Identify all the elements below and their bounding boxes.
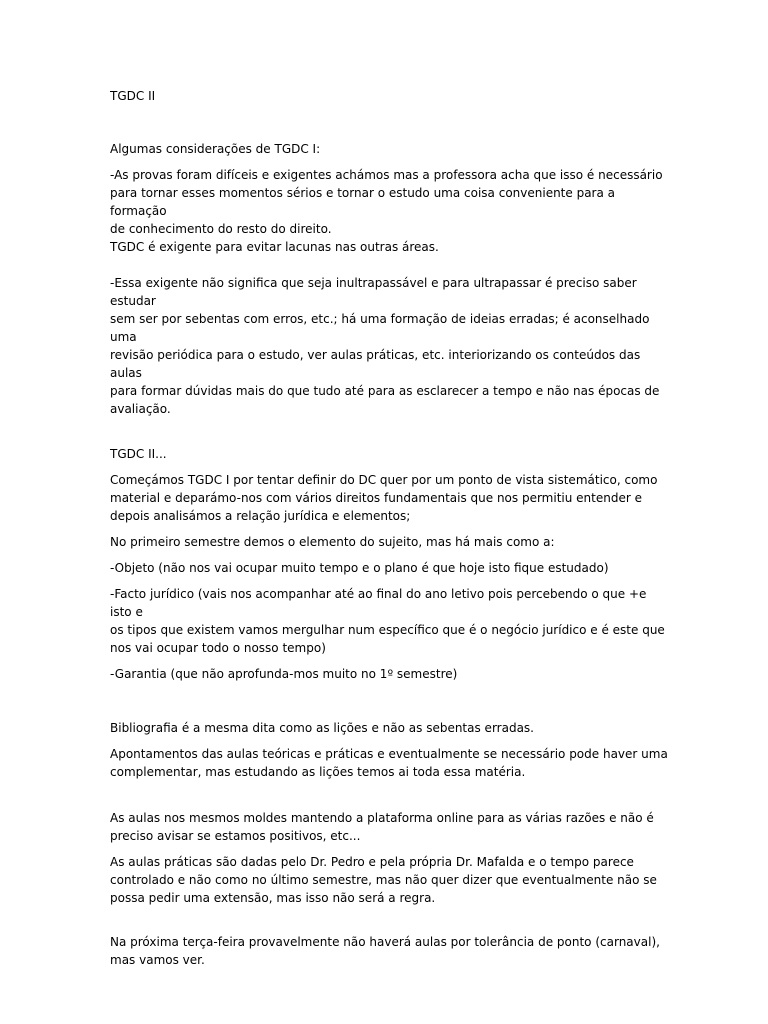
text-line: para formar dúvidas mais do que tudo até para as esclarecer a tempo e não nas épocas de (110, 384, 660, 398)
document-body (110, 87, 670, 969)
text-line: -As provas foram difíceis e exigentes achámos mas a professora acha que isso é necessário (110, 168, 663, 182)
text-line: preciso avisar se estamos positivos, etc... (110, 829, 361, 843)
paragraph-bibliography: Bibliografia é a mesma dita como as lições e não as sebentas erradas. (110, 721, 534, 735)
text-line: Apontamentos das aulas teóricas e práticas e eventualmente se necessário pode haver uma (110, 747, 668, 761)
text-line: de conhecimento do resto do direito. (110, 222, 332, 236)
list-item-facto-juridico (110, 585, 670, 657)
text-line: os tipos que existem vamos mergulhar num específico que é o negócio jurídico e é este que (110, 623, 665, 637)
text-line: nos vai ocupar todo o nosso tempo) (110, 641, 326, 655)
text-line: Na próxima terça-feira provavelmente não haverá aulas por tolerância de ponto (carnaval), (110, 935, 660, 949)
text-line: depois analisámos a relação jurídica e elementos; (110, 509, 411, 523)
paragraph-study-advice (110, 274, 670, 418)
text-line: As aulas práticas são dadas pelo Dr. Pedro e pela própria Dr. Mafalda e o tempo parece (110, 855, 634, 869)
text-line: possa pedir uma extensão, mas isso não será a regra. (110, 891, 436, 905)
paragraph-exams (110, 166, 670, 256)
list-item-objeto: -Objeto (não nos vai ocupar muito tempo e o plano é que hoje isto fique estudado) (110, 561, 609, 575)
text-line: As aulas nos mesmos moldes mantendo a plataforma online para as várias razões e não é (110, 811, 654, 825)
paragraph-tgdc-i-summary (110, 471, 670, 525)
paragraph-next-tuesday (110, 933, 670, 969)
text-line: -Facto jurídico (vais nos acompanhar até ao final do ano letivo pois percebendo o que +e isto e (110, 587, 647, 619)
text-line: avaliação. (110, 402, 171, 416)
section-heading-considerations: Algumas considerações de TGDC I: (110, 142, 321, 156)
text-line: material e deparámo-nos com vários direitos fundamentais que nos permitiu entender e (110, 491, 642, 505)
text-line: sem ser por sebentas com erros, etc.; há uma formação de ideias erradas; é aconselhado uma (110, 312, 650, 344)
paragraph-classes-online (110, 809, 670, 845)
text-line: -Essa exigente não significa que seja inultrapassável e para ultrapassar é preciso saber estudar (110, 276, 637, 308)
text-line: complementar, mas estudando as lições temos ai toda essa matéria. (110, 765, 526, 779)
document-title: TGDC II (110, 89, 156, 103)
paragraph-first-semester: No primeiro semestre demos o elemento do sujeito, mas há mais como a: (110, 535, 555, 549)
text-line: revisão periódica para o estudo, ver aulas práticas, etc. interiorizando os conteúdos das aulas (110, 348, 641, 380)
text-line: TGDC é exigente para evitar lacunas nas outras áreas. (110, 240, 439, 254)
text-line: Começámos TGDC I por tentar definir do DC quer por um ponto de vista sistemático, como (110, 473, 658, 487)
list-item-garantia: -Garantia (que não aprofunda-mos muito no 1º semestre) (110, 667, 458, 681)
section-heading-tgdc-ii: TGDC II... (110, 447, 167, 461)
paragraph-notes (110, 745, 670, 781)
text-line: para tornar esses momentos sérios e tornar o estudo uma coisa conveniente para a formação (110, 186, 616, 218)
text-line: controlado e não como no último semestre, mas não quer dizer que eventualmente não se (110, 873, 657, 887)
text-line: mas vamos ver. (110, 953, 205, 967)
paragraph-practical-classes (110, 853, 670, 907)
